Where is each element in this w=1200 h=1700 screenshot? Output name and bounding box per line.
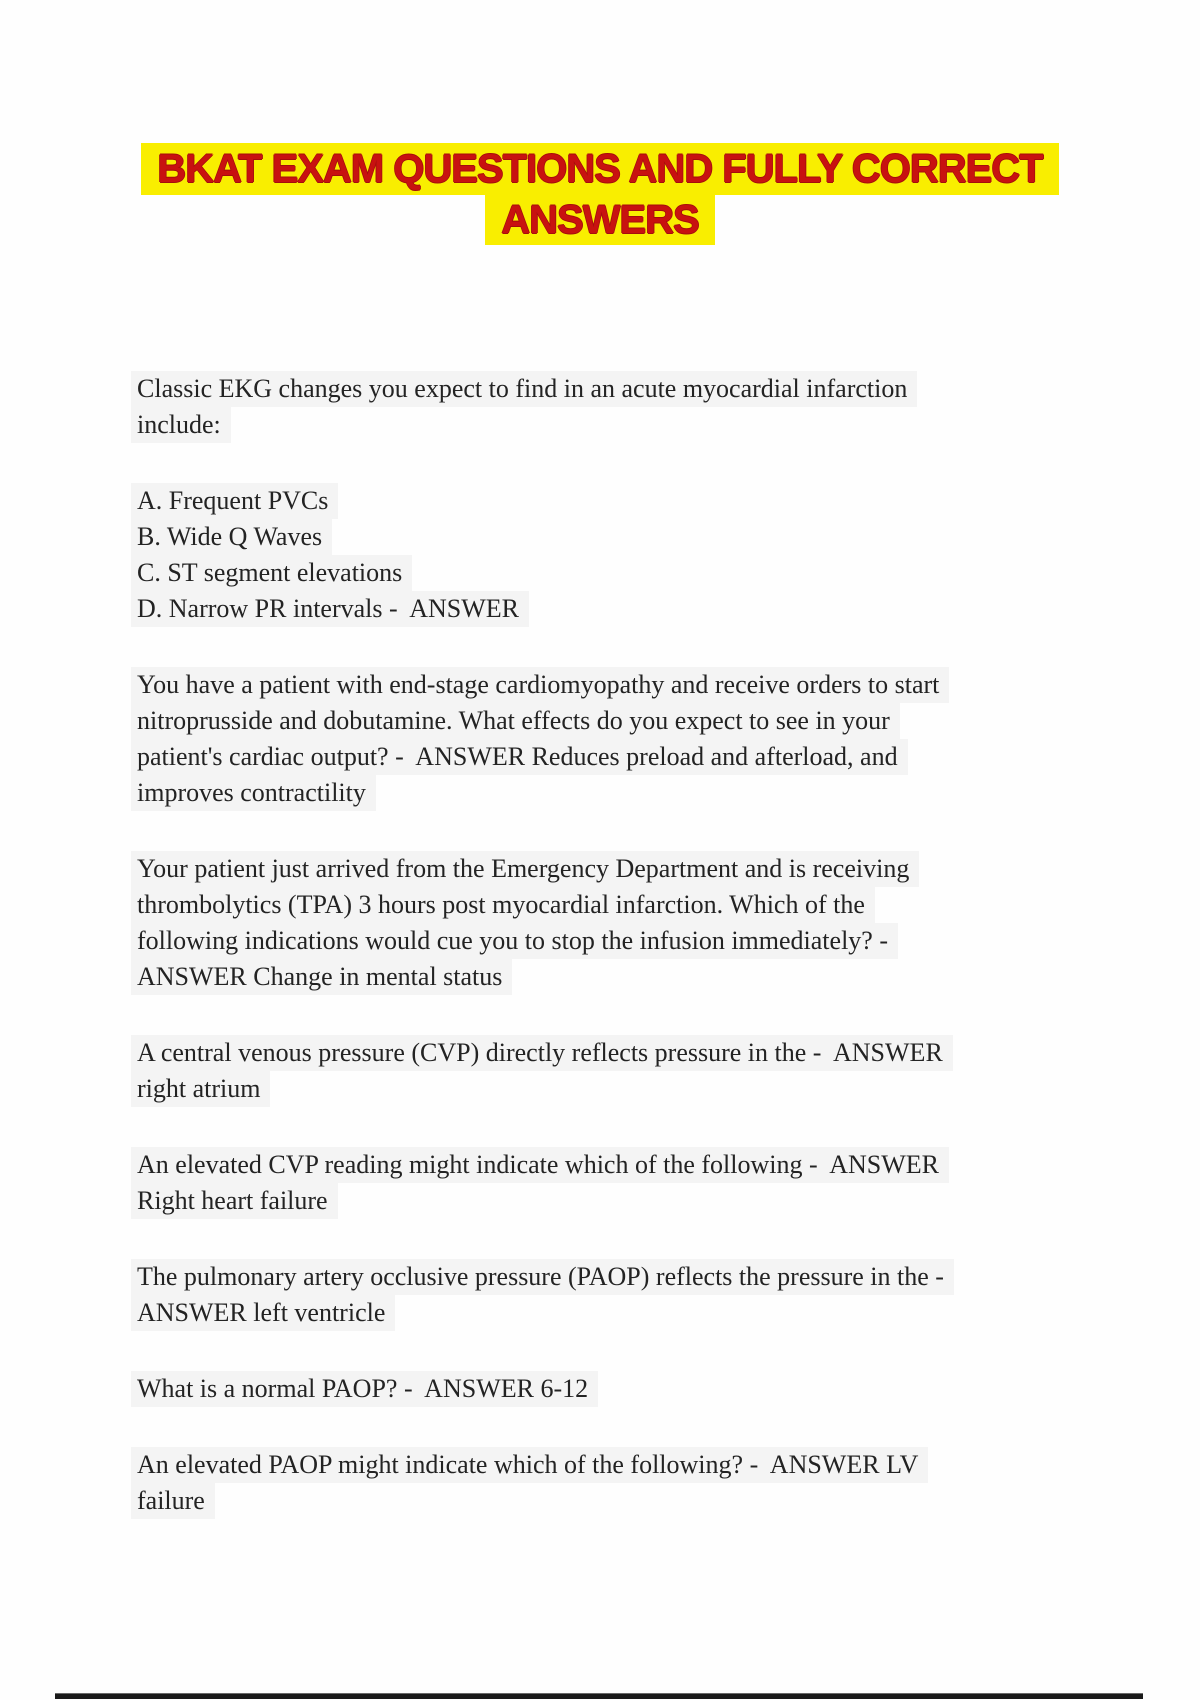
text-line: thrombolytics (TPA) 3 hours post myocardial infarction. Which of the: [137, 887, 1087, 923]
text-line: You have a patient with end-stage cardiomyopathy and receive orders to start: [137, 667, 1087, 703]
document-body: [137, 371, 1087, 1559]
text-line: An elevated CVP reading might indicate which of the following - ANSWER: [137, 1147, 1087, 1183]
text-line: nitroprusside and dobutamine. What effects do you expect to see in your: [137, 703, 1087, 739]
text-line: ANSWER Change in mental status: [137, 959, 1087, 995]
paragraph: [137, 1371, 1087, 1407]
paragraph: [137, 483, 1087, 627]
text-line: improves contractility: [137, 775, 1087, 811]
text-line: Your patient just arrived from the Emergency Department and is receiving: [137, 851, 1087, 887]
paragraph: [137, 667, 1087, 811]
paragraph: [137, 1147, 1087, 1219]
text-line: patient's cardiac output? - ANSWER Reduces preload and afterload, and: [137, 739, 1087, 775]
footer-rule: [55, 1693, 1143, 1699]
text-line: B. Wide Q Waves: [137, 519, 1087, 555]
title-highlight-line1: BKAT EXAM QUESTIONS AND FULLY CORRECT: [141, 143, 1058, 195]
page-title: [0, 143, 1200, 245]
text-line: failure: [137, 1483, 1087, 1519]
paragraph: [137, 1035, 1087, 1107]
text-line: D. Narrow PR intervals - ANSWER: [137, 591, 1087, 627]
text-line: The pulmonary artery occlusive pressure (PAOP) reflects the pressure in the -: [137, 1259, 1087, 1295]
text-line: C. ST segment elevations: [137, 555, 1087, 591]
text-line: following indications would cue you to stop the infusion immediately? -: [137, 923, 1087, 959]
text-line: ANSWER left ventricle: [137, 1295, 1087, 1331]
text-line: An elevated PAOP might indicate which of the following? - ANSWER LV: [137, 1447, 1087, 1483]
title-highlight-line2: ANSWERS: [485, 195, 714, 245]
paragraph: [137, 371, 1087, 443]
text-line: Right heart failure: [137, 1183, 1087, 1219]
text-line: Classic EKG changes you expect to find in an acute myocardial infarction: [137, 371, 1087, 407]
text-line: include:: [137, 407, 1087, 443]
text-line: A. Frequent PVCs: [137, 483, 1087, 519]
text-line: What is a normal PAOP? - ANSWER 6-12: [137, 1371, 1087, 1407]
text-line: right atrium: [137, 1071, 1087, 1107]
paragraph: [137, 1447, 1087, 1519]
paragraph: [137, 851, 1087, 995]
text-line: A central venous pressure (CVP) directly reflects pressure in the - ANSWER: [137, 1035, 1087, 1071]
paragraph: [137, 1259, 1087, 1331]
